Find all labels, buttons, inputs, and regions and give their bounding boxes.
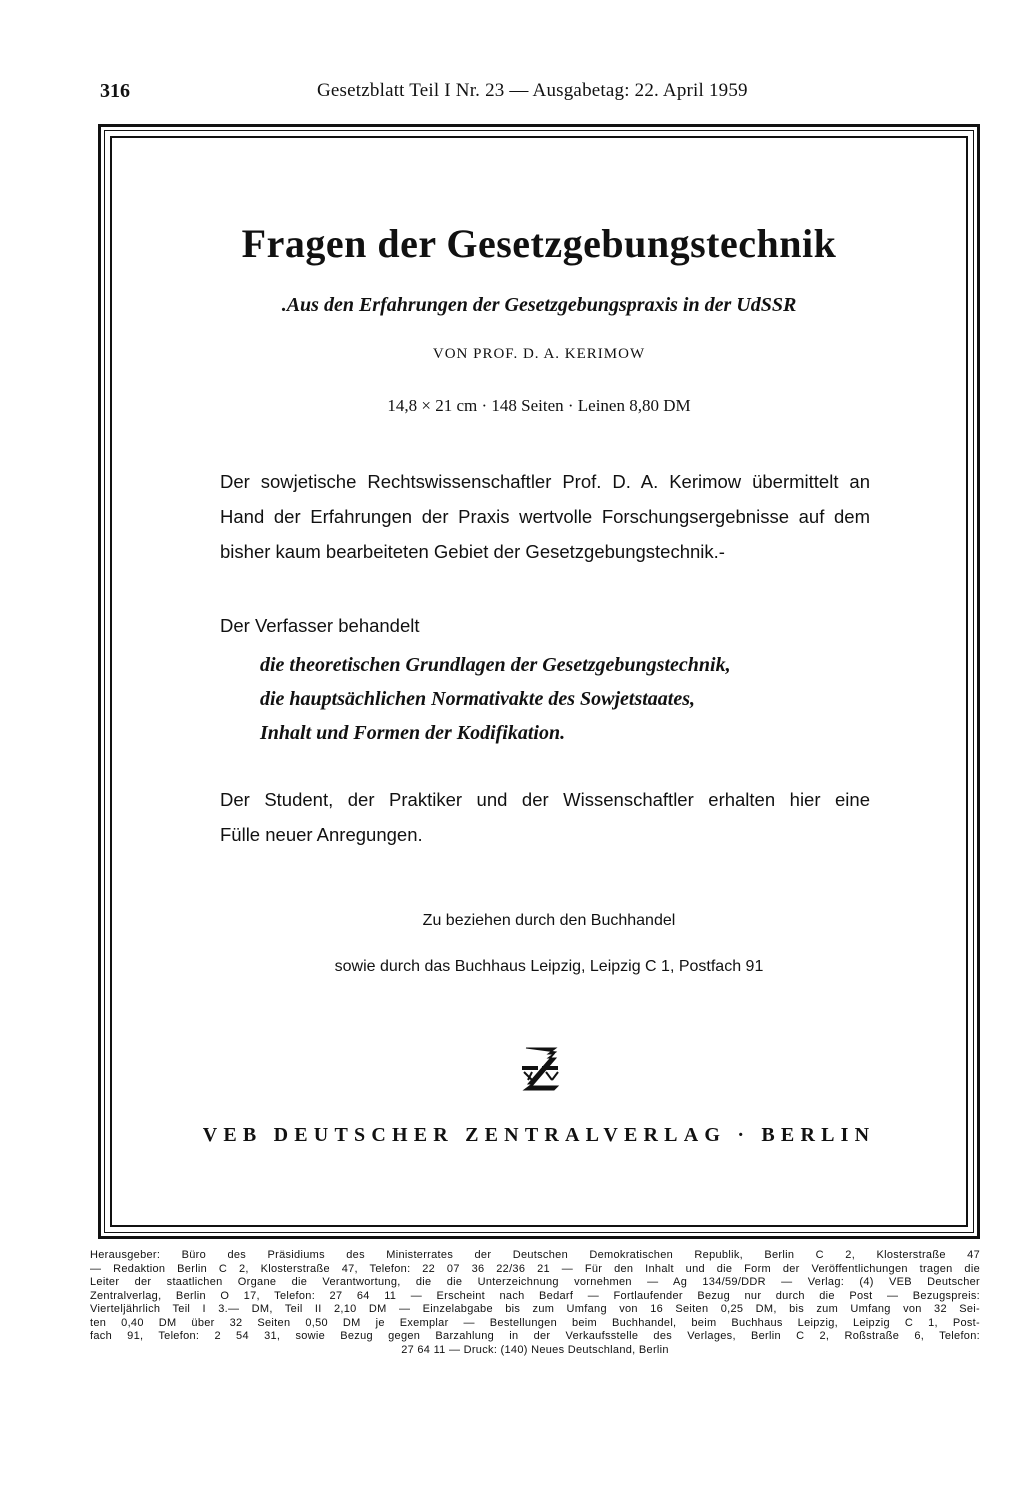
- publisher-name: VEB DEUTSCHER ZENTRALVERLAG · BERLIN: [202, 1124, 876, 1146]
- imprint-line: — Redaktion Berlin C 2, Klosterstraße 47, Telefon: 22 07 36 22/36 21 — Für den Inhalt und die Form der Veröffentlichungen tragen die: [90, 1262, 980, 1275]
- topics-list: [260, 648, 860, 750]
- imprint-line: ten 0,40 DM über 32 Seiten 0,50 DM je Exemplar — Bestellungen beim Buchhandel, beim Buchhaus Leipzig, Leipzig C 1, Post-: [90, 1316, 980, 1329]
- description-line: Der sowjetische Rechtswissenschaftler Prof. D. A. Kerimow übermittelt an: [220, 471, 870, 492]
- order-address-line: sowie durch das Buchhaus Leipzig, Leipzig C 1, Postfach 91: [334, 958, 764, 975]
- audience-line: Fülle neuer Anregungen.: [220, 824, 423, 845]
- topic-item: die theoretischen Grundlagen der Gesetzgebungstechnik,: [260, 654, 731, 676]
- imprint-line: 27 64 11 — Druck: (140) Neues Deutschland, Berlin: [401, 1343, 669, 1356]
- book-description: [220, 464, 870, 569]
- audience-line: Der Student, der Praktiker und der Wissenschaftler erhalten hier eine: [220, 789, 870, 810]
- order-info-line: Zu beziehen durch den Buchhandel: [422, 912, 676, 929]
- topic-item: Inhalt und Formen der Kodifikation.: [260, 722, 566, 744]
- description-line: Hand der Erfahrungen der Praxis wertvolle Forschungsergebnisse auf dem: [220, 506, 870, 527]
- book-specs: 14,8 × 21 cm · 148 Seiten · Leinen 8,80 DM: [387, 396, 691, 415]
- imprint-line: Leiter der staatlichen Organe die Verantwortung, die die Unterzeichnung vornehmen — Ag 134/59/DDR — Verlag: (4) VEB Deutscher: [90, 1276, 980, 1288]
- audience-paragraph: [220, 782, 870, 852]
- imprint: [90, 1249, 980, 1357]
- book-author: VON PROF. D. A. KERIMOW: [432, 346, 646, 362]
- page-header: [100, 78, 980, 108]
- topic-item: die hauptsächlichen Normativakte des Sowjetstaates,: [260, 688, 696, 710]
- publisher-logo-icon: [518, 1044, 562, 1094]
- running-head: Gesetzblatt Teil I Nr. 23 — Ausgabetag: 22. April 1959: [317, 80, 748, 101]
- book-title: Fragen der Gesetzgebungstechnik: [241, 221, 837, 266]
- imprint-line: Vierteljährlich Teil I 3.— DM, Teil II 2,10 DM — Einzelabgabe bis zum Umfang von 16 Seiten 0,25 DM, bis zum Umfang von 32 Sei-: [90, 1303, 980, 1315]
- book-subtitle: .Aus den Erfahrungen der Gesetzgebungspraxis in der UdSSR: [281, 294, 797, 316]
- description-line: bisher kaum bearbeiteten Gebiet der Gesetzgebungstechnik.-: [220, 541, 725, 562]
- topics-intro: Der Verfasser behandelt: [220, 615, 420, 636]
- page-number: 316: [100, 80, 130, 102]
- imprint-line: fach 91, Telefon: 2 54 31, sowie Bezug gegen Barzahlung in der Verkaufsstelle des Verlages, Berlin C 2, Roßstraße 6, Telefon:: [90, 1330, 980, 1342]
- imprint-line: Zentralverlag, Berlin O 17, Telefon: 27 64 11 — Erscheint nach Bedarf — Fortlaufender Bezug nur durch die Post — Bezugspreis:: [90, 1289, 980, 1302]
- imprint-line: Herausgeber: Büro des Präsidiums des Ministerrates der Deutschen Demokratischen Republik, Berlin C 2, Klosterstraße 47: [90, 1249, 980, 1261]
